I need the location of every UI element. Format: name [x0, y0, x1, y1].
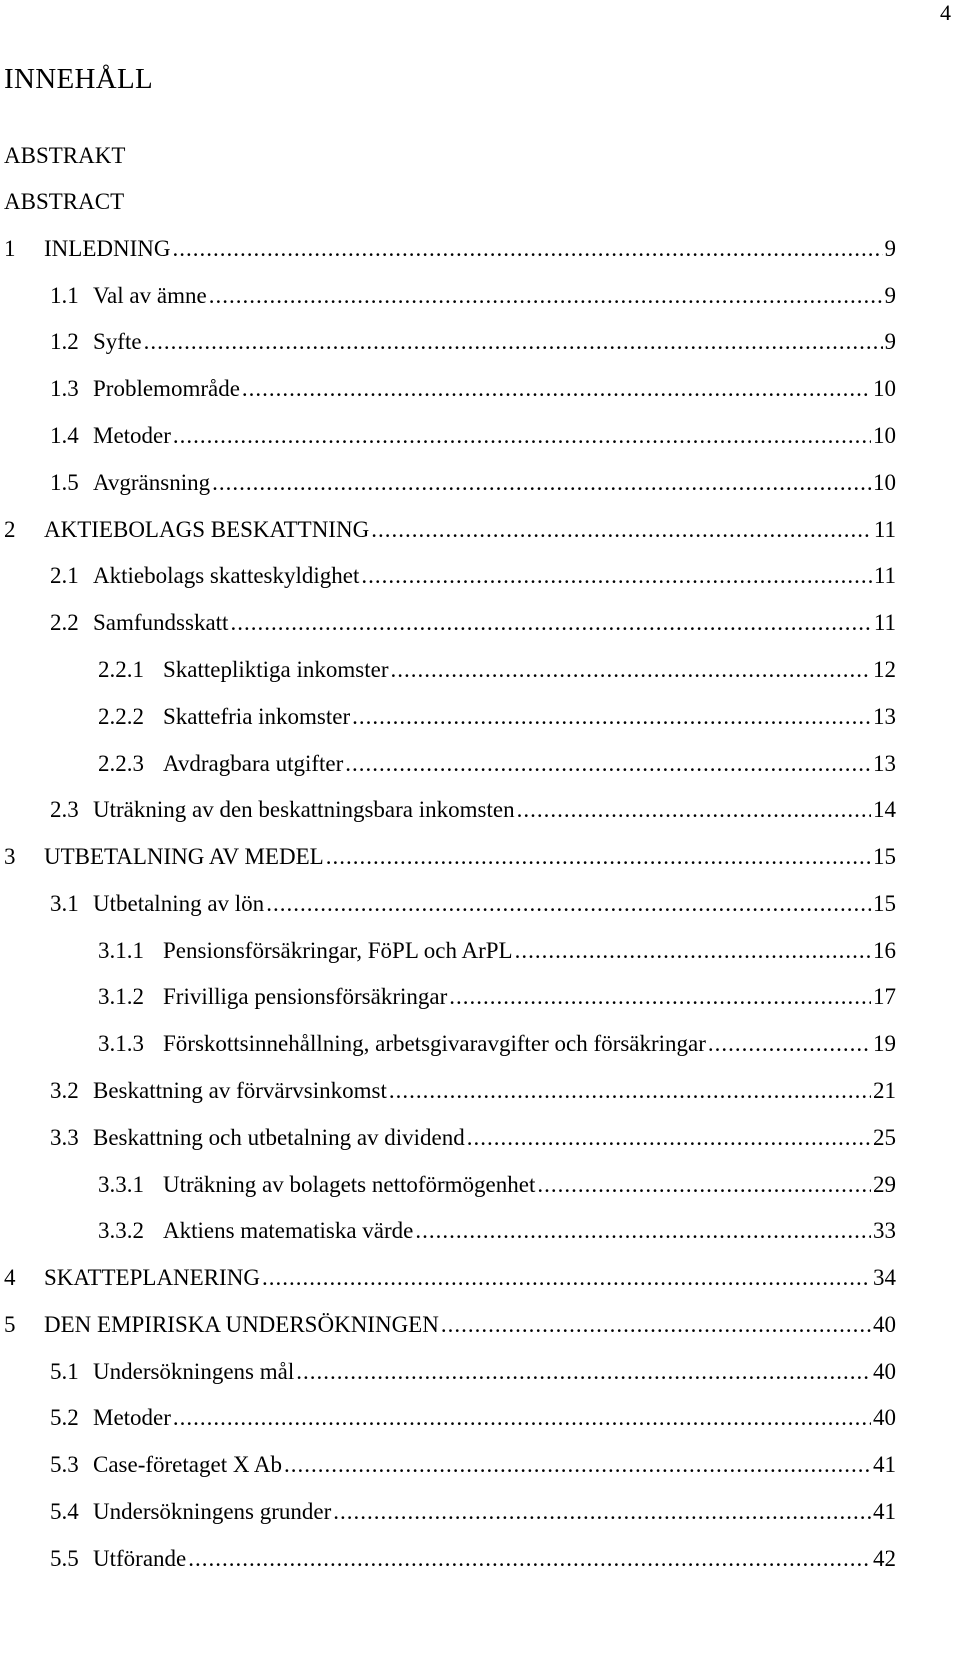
toc-entry-label: UTBETALNING AV MEDEL	[44, 844, 324, 869]
toc-entry-page: 34	[873, 1265, 896, 1290]
dot-leader	[515, 937, 871, 965]
dot-leader	[333, 1498, 871, 1526]
toc-entry-number: 3.1.2	[98, 984, 144, 1009]
toc-entry-page: 15	[873, 844, 896, 869]
toc-entry-5-4[interactable]	[50, 1498, 896, 1526]
toc-entry-page: 33	[873, 1218, 896, 1243]
toc-entry-page: 10	[873, 423, 896, 448]
toc-entry-page: 41	[873, 1499, 896, 1524]
dot-leader	[212, 469, 871, 497]
toc-entry-label: AKTIEBOLAGS BESKATTNING	[44, 517, 370, 542]
toc-entry-page: 9	[884, 329, 896, 354]
toc-entry-5[interactable]	[4, 1311, 896, 1339]
dot-leader	[345, 750, 871, 778]
toc-entry-number: 2.2	[50, 610, 79, 635]
toc-entry-5-1[interactable]	[50, 1358, 896, 1386]
toc-entry-2-2[interactable]	[50, 609, 896, 637]
dot-leader	[262, 1264, 871, 1292]
dot-leader	[284, 1451, 871, 1479]
toc-entry-5-5[interactable]	[50, 1545, 896, 1573]
toc-entry-number: 3.3.2	[98, 1218, 144, 1243]
toc-entry-page: 19	[873, 1031, 896, 1056]
toc-entry-1-2[interactable]	[50, 328, 896, 356]
toc-entry-3-2[interactable]	[50, 1077, 896, 1105]
toc-entry-page: 40	[873, 1405, 896, 1430]
toc-entry-number: 2.2.1	[98, 657, 144, 682]
toc-entry-2-2-2[interactable]	[98, 703, 896, 731]
toc-entry-2-1[interactable]	[50, 562, 896, 590]
toc-entry-page: 40	[873, 1312, 896, 1337]
dot-leader	[326, 843, 871, 871]
toc-entry-label: Beskattning och utbetalning av dividend	[93, 1125, 465, 1150]
toc-entry-number: 1.2	[50, 329, 79, 354]
dot-leader	[467, 1124, 871, 1152]
toc-entry-label: SKATTEPLANERING	[44, 1265, 260, 1290]
toc-entry-label: Syfte	[93, 329, 142, 354]
toc-entry-3-3[interactable]	[50, 1124, 896, 1152]
toc-entry-page: 13	[873, 704, 896, 729]
dot-leader	[441, 1311, 871, 1339]
toc-entry-page: 11	[873, 610, 896, 635]
toc-title: INNEHÅLL	[4, 63, 153, 95]
toc-entry-number: 3.3	[50, 1125, 79, 1150]
toc-entry-label: Aktiens matematiska värde	[163, 1218, 414, 1243]
toc-entry-label: Val av ämne	[93, 283, 207, 308]
toc-entry-number: 5.3	[50, 1452, 79, 1477]
toc-entry-label: Uträkning av bolagets nettoförmögenhet	[163, 1172, 536, 1197]
toc-entry-2-3[interactable]	[50, 796, 896, 824]
dot-leader	[352, 703, 871, 731]
toc-entry-page: 29	[873, 1172, 896, 1197]
toc-entry-label: Utbetalning av lön	[93, 891, 265, 916]
dot-leader	[517, 796, 871, 824]
toc-entry-label: Skattepliktiga inkomster	[163, 657, 389, 682]
dot-leader	[230, 609, 871, 637]
toc-entry-1-1[interactable]	[50, 282, 896, 310]
toc-entry-label: Frivilliga pensionsförsäkringar	[163, 984, 448, 1009]
toc-entry-number: 2.2.2	[98, 704, 144, 729]
toc-entry-5-3[interactable]	[50, 1451, 896, 1479]
dot-leader	[144, 328, 883, 356]
dot-leader	[209, 282, 883, 310]
toc-entry-page: 10	[873, 376, 896, 401]
toc-entry-label: Avdragbara utgifter	[163, 751, 344, 776]
toc-entry-page: 12	[873, 657, 896, 682]
toc-entry-3-3-2[interactable]	[98, 1217, 896, 1245]
toc-entry-label: Undersökningens grunder	[93, 1499, 332, 1524]
toc-entry-page: 14	[873, 797, 896, 822]
toc-entry-number: 1.3	[50, 376, 79, 401]
toc-entry-page: 11	[873, 517, 896, 542]
dot-leader	[172, 235, 882, 263]
toc-entry-2[interactable]	[4, 516, 896, 544]
toc-entry-1[interactable]	[4, 235, 896, 263]
toc-entry-label: DEN EMPIRISKA UNDERSÖKNINGEN	[44, 1312, 439, 1337]
toc-entry-page: 40	[873, 1359, 896, 1384]
toc-entry-number: 5	[4, 1312, 16, 1337]
toc-entry-number: 2.1	[50, 563, 79, 588]
toc-entry-page: 9	[884, 283, 896, 308]
toc-entry-number: 2.3	[50, 797, 79, 822]
toc-entry-number: 2	[4, 517, 16, 542]
toc-entry-3-1[interactable]	[50, 890, 896, 918]
dot-leader	[173, 422, 871, 450]
toc-entry-2-2-1[interactable]	[98, 656, 896, 684]
page-number: 4	[940, 0, 951, 25]
dot-leader	[371, 516, 872, 544]
toc-entry-label: INLEDNING	[44, 236, 171, 261]
toc-entry-number: 5.2	[50, 1405, 79, 1430]
dot-leader	[449, 983, 871, 1011]
dot-leader	[296, 1358, 871, 1386]
toc-entry-1-5[interactable]	[50, 469, 896, 497]
toc-entry-label: Skattefria inkomster	[163, 704, 351, 729]
toc-entry-number: 3.2	[50, 1078, 79, 1103]
dot-leader	[361, 562, 871, 590]
toc-entry-3[interactable]	[4, 843, 896, 871]
toc-entry-page: 25	[873, 1125, 896, 1150]
dot-leader	[389, 1077, 871, 1105]
toc-entry-page: 15	[873, 891, 896, 916]
toc-entry-2-2-3[interactable]	[98, 750, 896, 778]
toc-entry-abstrakt[interactable]	[4, 142, 125, 170]
toc-entry-1-4[interactable]	[50, 422, 896, 450]
toc-entry-number: 3.3.1	[98, 1172, 144, 1197]
toc-entry-number: 3.1	[50, 891, 79, 916]
dot-leader	[391, 656, 872, 684]
toc-entry-number: 3.1.1	[98, 938, 144, 963]
toc-entry-label: Utförande	[93, 1546, 187, 1571]
toc-entry-3-1-1[interactable]	[98, 937, 896, 965]
toc-entry-label: Samfundsskatt	[93, 610, 229, 635]
toc-entry-page: 21	[873, 1078, 896, 1103]
toc-entry-label: Förskottsinnehållning, arbetsgivaravgifter och försäkringar	[163, 1031, 706, 1056]
toc-entry-label: Metoder	[93, 1405, 171, 1430]
toc-entry-number: 5.5	[50, 1546, 79, 1571]
toc-entry-number: 1.1	[50, 283, 79, 308]
dot-leader	[188, 1545, 871, 1573]
toc-entry-label: Avgränsning	[93, 470, 211, 495]
toc-entry-abstract[interactable]	[4, 188, 124, 216]
dot-leader	[266, 890, 871, 918]
toc-entry-5-2[interactable]	[50, 1404, 896, 1432]
toc-entry-page: 11	[873, 563, 896, 588]
toc-entry-page: 16	[873, 938, 896, 963]
toc-entry-number: 5.4	[50, 1499, 79, 1524]
toc-entry-label: Undersökningens mål	[93, 1359, 295, 1384]
toc-entry-label: Pensionsförsäkringar, FöPL och ArPL	[163, 938, 513, 963]
toc-entry-3-1-2[interactable]	[98, 983, 896, 1011]
toc-entry-label: Metoder	[93, 423, 171, 448]
toc-entry-page: 10	[873, 470, 896, 495]
dot-leader	[537, 1171, 871, 1199]
toc-entry-label: Uträkning av den beskattningsbara inkomsten	[93, 797, 515, 822]
toc-entry-page: 9	[884, 236, 896, 261]
toc-entry-label: Case-företaget X Ab	[93, 1452, 283, 1477]
toc-entry-number: 1	[4, 236, 16, 261]
dot-leader	[173, 1404, 871, 1432]
toc-entry-label: Problemområde	[93, 376, 240, 401]
dot-leader	[708, 1030, 871, 1058]
toc-entry-page: 42	[873, 1546, 896, 1571]
toc-entry-label: ABSTRACT	[4, 189, 125, 214]
toc-entry-page: 41	[873, 1452, 896, 1477]
toc-entry-4[interactable]	[4, 1264, 896, 1292]
toc-entry-label: ABSTRAKT	[4, 143, 126, 168]
toc-entry-label: Beskattning av förvärvsinkomst	[93, 1078, 387, 1103]
toc-entry-number: 2.2.3	[98, 751, 144, 776]
toc-entry-number: 5.1	[50, 1359, 79, 1384]
dot-leader	[415, 1217, 871, 1245]
toc-entry-label: Aktiebolags skatteskyldighet	[93, 563, 360, 588]
toc-entry-3-1-3[interactable]	[98, 1030, 896, 1058]
toc-entry-number: 1.5	[50, 470, 79, 495]
toc-entry-number: 3.1.3	[98, 1031, 144, 1056]
toc-entry-number: 4	[4, 1265, 16, 1290]
toc-entry-number: 1.4	[50, 423, 79, 448]
toc-entry-number: 3	[4, 844, 16, 869]
dot-leader	[242, 375, 871, 403]
toc-entry-page: 13	[873, 751, 896, 776]
toc-entry-1-3[interactable]	[50, 375, 896, 403]
toc-entry-3-3-1[interactable]	[98, 1171, 896, 1199]
toc-entry-page: 17	[873, 984, 896, 1009]
